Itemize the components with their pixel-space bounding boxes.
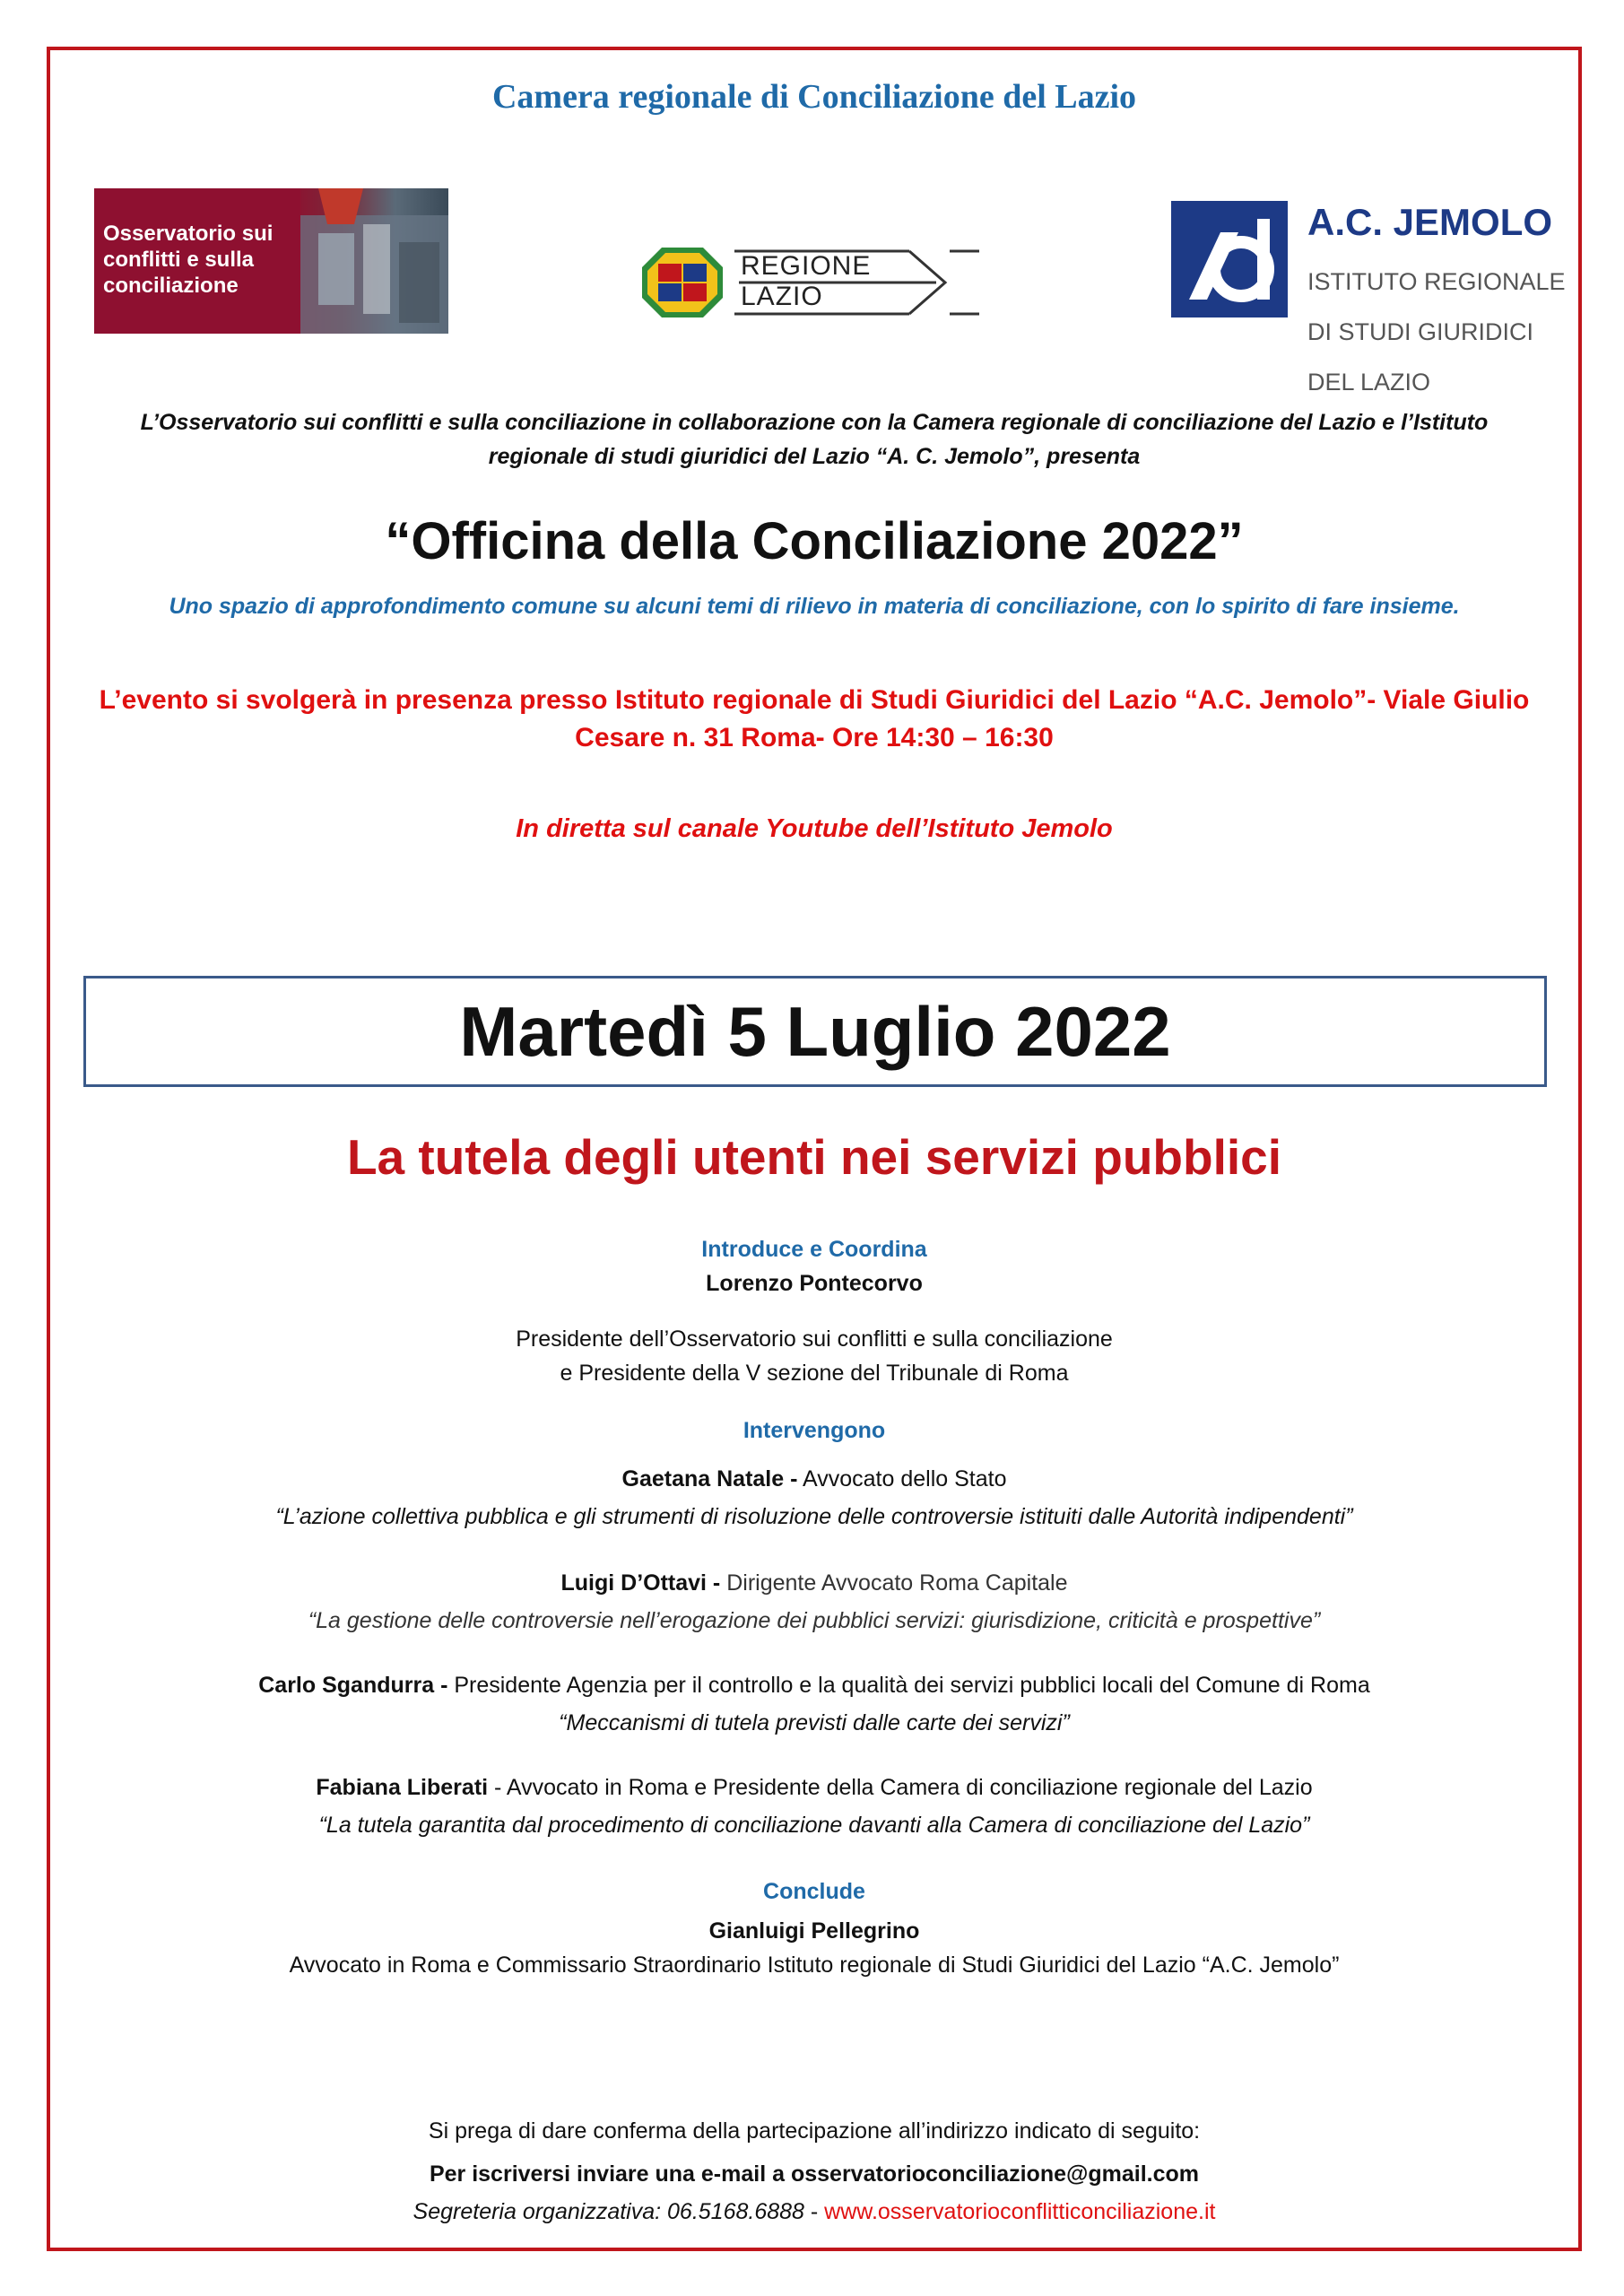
secretary-phone: Segreteria organizzativa: 06.5168.6888 <box>413 2199 804 2224</box>
observatory-logo <box>94 188 448 334</box>
intro-line-2: regionale di studi giuridici del Lazio “A. C. Jemolo”, presenta <box>488 444 1141 469</box>
event-location <box>47 682 1582 757</box>
intro-line-1: L’Osservatorio sui conflitti e sulla conciliazione in collaborazione con la Camera regionale di conciliazione del Lazio e l’Istituto <box>140 410 1489 435</box>
org-title: Camera regionale di Conciliazione del Lazio <box>491 78 1137 116</box>
jemolo-emblem-icon <box>1171 201 1288 317</box>
concluder-name: Gianluigi Pellegrino <box>708 1918 920 1944</box>
rsvp-note: Si prega di dare conferma della partecipazione all’indirizzo indicato di seguito: <box>428 2118 1201 2144</box>
email-line[interactable]: Per iscriversi inviare una e-mail a osservatorioconciliazione@gmail.com <box>429 2161 1200 2187</box>
coordinator-name: Lorenzo Pontecorvo <box>706 1271 923 1296</box>
location-line-1: L’evento si svolgerà in presenza presso Istituto regionale di Studi Giuridici del Lazio “A.C. Jemolo”- Viale Giulio <box>99 685 1530 715</box>
speaker-role: Avvocato dello Stato <box>797 1466 1007 1492</box>
intro-label: Introduce e Coordina <box>701 1237 927 1262</box>
speaker-role: - Avvocato in Roma e Presidente della Camera di conciliazione regionale del Lazio <box>488 1775 1313 1800</box>
speaker-role: Presidente Agenzia per il controllo e la qualità dei servizi pubblici locali del Comune di Roma <box>447 1673 1370 1698</box>
regione-lazio-text: REGIONE LAZIO <box>741 251 872 311</box>
event-subtitle: Uno spazio di approfondimento comune su alcuni temi di rilievo in materia di conciliazione, con lo spirito di fare insieme. <box>169 594 1460 619</box>
speaker-talk: “La gestione delle controversie nell’erogazione dei pubblici servizi: giurisdizione, criticità e prospettive” <box>308 1608 1321 1633</box>
coordinator-role-2: e Presidente della V sezione del Tribunale di Roma <box>560 1361 1069 1386</box>
jemolo-logo <box>1171 201 1584 396</box>
observatory-logo-text: Osservatorio sui conflitti e sulla conciliazione <box>103 222 274 298</box>
speaker-name: Gaetana Natale - <box>621 1466 798 1492</box>
speakers-label: Intervengono <box>743 1418 886 1443</box>
concluder-role: Avvocato in Roma e Commissario Straordinario Istituto regionale di Studi Giuridici del Lazio “A.C. Jemolo” <box>289 1952 1340 1978</box>
speaker-talk: “L’azione collettiva pubblica e gli strumenti di risoluzione delle controversie istituiti dalle Autorità indipendenti” <box>275 1504 1353 1529</box>
coordinator-roles <box>47 1322 1582 1390</box>
live-stream-note: In diretta sul canale Youtube dell’Istituto Jemolo <box>516 814 1113 843</box>
speaker-talk: “Meccanismi di tutela previsti dalle carte dei servizi” <box>559 1710 1070 1735</box>
concluder-section <box>47 1914 1582 1982</box>
intro-text <box>47 405 1582 474</box>
separator: - <box>803 2199 825 2224</box>
coordinator-section <box>47 1232 1582 1300</box>
speaker-role: Dirigente Avvocato Roma Capitale <box>720 1570 1068 1596</box>
speaker-3 <box>47 1668 1582 1740</box>
speaker-name: Carlo Sgandurra - <box>258 1673 448 1698</box>
speaker-name: Fabiana Liberati <box>316 1775 489 1800</box>
speaker-4 <box>47 1770 1582 1842</box>
location-line-2: Cesare n. 31 Roma- Ore 14:30 – 16:30 <box>575 723 1054 752</box>
event-date: Martedì 5 Luglio 2022 <box>459 992 1171 1071</box>
conclude-label: Conclude <box>763 1879 865 1904</box>
event-topic: La tutela degli utenti nei servizi pubblici <box>346 1129 1282 1185</box>
event-date-box <box>83 976 1547 1087</box>
speaker-talk: “La tutela garantita dal procedimento di conciliazione davanti alla Camera di conciliazione del Lazio” <box>318 1813 1310 1838</box>
website-link[interactable]: www.osservatorioconflitticonciliazione.it <box>824 2199 1216 2224</box>
speaker-1 <box>47 1462 1582 1534</box>
jemolo-subtitle: ISTITUTO REGIONALE DI STUDI GIURIDICI DEL LAZIO <box>1307 268 1566 396</box>
speaker-name: Luigi D’Ottavi - <box>560 1570 721 1596</box>
coordinator-role-1: Presidente dell’Osservatorio sui conflitti e sulla conciliazione <box>516 1326 1113 1352</box>
regione-lazio-logo <box>640 244 981 321</box>
speaker-2 <box>47 1566 1582 1638</box>
event-title: “Officina della Conciliazione 2022” <box>385 512 1244 570</box>
jemolo-name: A.C. JEMOLO <box>1307 201 1553 243</box>
secretary-line <box>47 2199 1582 2225</box>
